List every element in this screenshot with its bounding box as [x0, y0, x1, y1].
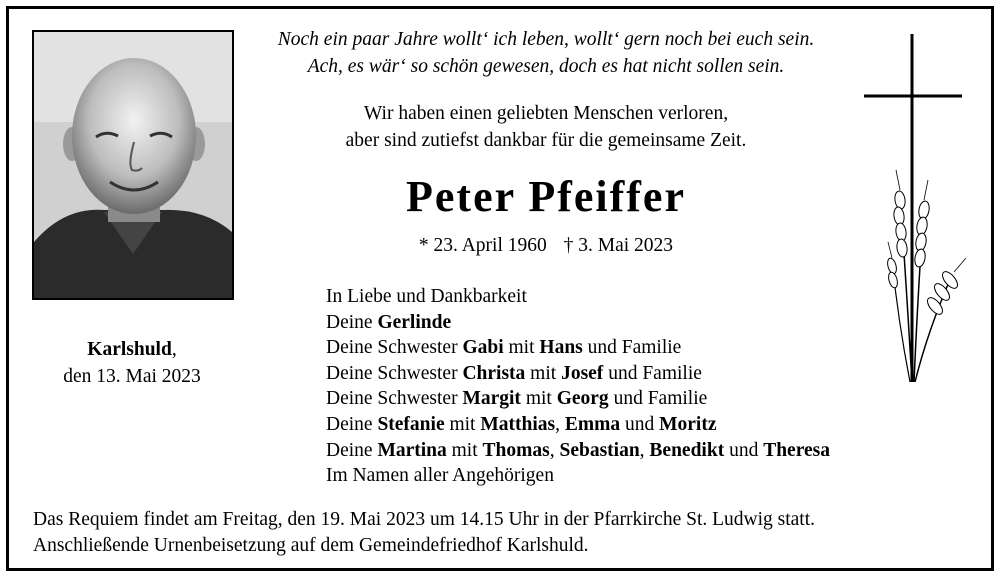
mourner-text: und [724, 439, 764, 461]
mourner-text: und Familie [582, 337, 682, 359]
intro-text [240, 100, 852, 154]
death-date: † 3. Mai 2023 [563, 235, 674, 256]
place-line [30, 336, 234, 363]
mourner-name: Christa [462, 362, 526, 384]
mourner-name: Emma [564, 413, 621, 435]
mourner-text: mit [525, 362, 562, 384]
mourner-name: Benedikt [649, 439, 725, 461]
mourner-name: Sebastian [559, 439, 640, 461]
poem-line: Ach, es wär‘ so schön gewesen, doch es hat nicht sollen sein. [307, 56, 785, 77]
service-info [33, 507, 973, 559]
deceased-name: Peter Pfeiffer [406, 172, 686, 221]
mourner-text: und Familie [608, 388, 708, 410]
mourner-name: Martina [377, 439, 447, 461]
mourner-name: Stefanie [377, 413, 445, 435]
mourner-text: , [549, 439, 560, 461]
place-and-date [30, 336, 234, 390]
mourner-line [326, 463, 926, 489]
mourner-text: , [555, 413, 565, 435]
mourner-text: mit [503, 337, 540, 359]
burial-line: Anschließende Urnenbeisetzung auf dem Gemeindefriedhof Karlshuld. [33, 535, 589, 556]
mourner-name: Margit [462, 388, 521, 410]
life-dates [240, 232, 852, 259]
mourner-text: mit [520, 388, 557, 410]
mourner-text: Deine Schwester [326, 362, 463, 384]
mourner-text: mit [444, 413, 481, 435]
mourner-name: Gerlinde [377, 311, 452, 333]
intro-line: aber sind zutiefst dankbar für die gemeinsame Zeit. [345, 130, 747, 151]
mourner-name: Josef [561, 362, 604, 384]
mourner-line [326, 386, 926, 412]
mourner-name: Georg [556, 388, 609, 410]
mourner-line [326, 412, 926, 438]
requiem-line: Das Requiem findet am Freitag, den 19. Mai 2023 um 14.15 Uhr in der Pfarrkirche St. Ludwig statt. [33, 509, 816, 530]
intro-line: Wir haben einen geliebten Menschen verloren, [363, 103, 729, 124]
mourner-text: Deine [326, 439, 378, 461]
mourner-text: und Familie [603, 362, 702, 384]
mourner-name: Thomas [482, 439, 550, 461]
mourner-name: Gabi [462, 337, 504, 359]
mourner-line [326, 310, 926, 336]
portrait-photo [32, 30, 234, 300]
birth-date: * 23. April 1960 [418, 235, 547, 256]
mourner-text: Deine Schwester [326, 337, 463, 359]
mourner-text: Im Namen aller Angehörigen [326, 465, 554, 487]
poem-line: Noch ein paar Jahre wollt‘ ich leben, wollt‘ gern noch bei euch sein. [277, 29, 815, 50]
mourner-line [326, 284, 926, 310]
cross-with-wheat-icon [862, 30, 972, 390]
mourner-line [326, 438, 926, 464]
mourner-text: In Liebe und Dankbarkeit [326, 286, 527, 307]
mourner-line [326, 335, 926, 361]
place-comma: , [171, 339, 177, 360]
mourner-text: , [639, 439, 650, 461]
mourner-name: Hans [539, 337, 583, 359]
poem-verse [240, 26, 852, 80]
town-name: Karlshuld [87, 339, 172, 360]
mourner-text: Deine [326, 311, 378, 333]
notice-date: den 13. Mai 2023 [63, 366, 201, 387]
mourners-list [326, 284, 926, 489]
mourner-name: Moritz [659, 413, 717, 435]
mourner-text: und [620, 413, 660, 435]
mourner-text: mit [446, 439, 483, 461]
mourner-text: Deine [326, 413, 378, 435]
mourner-line [326, 361, 926, 387]
mourner-name: Matthias [480, 413, 556, 435]
mourner-text: Deine Schwester [326, 388, 463, 410]
mourner-name: Theresa [763, 439, 830, 461]
